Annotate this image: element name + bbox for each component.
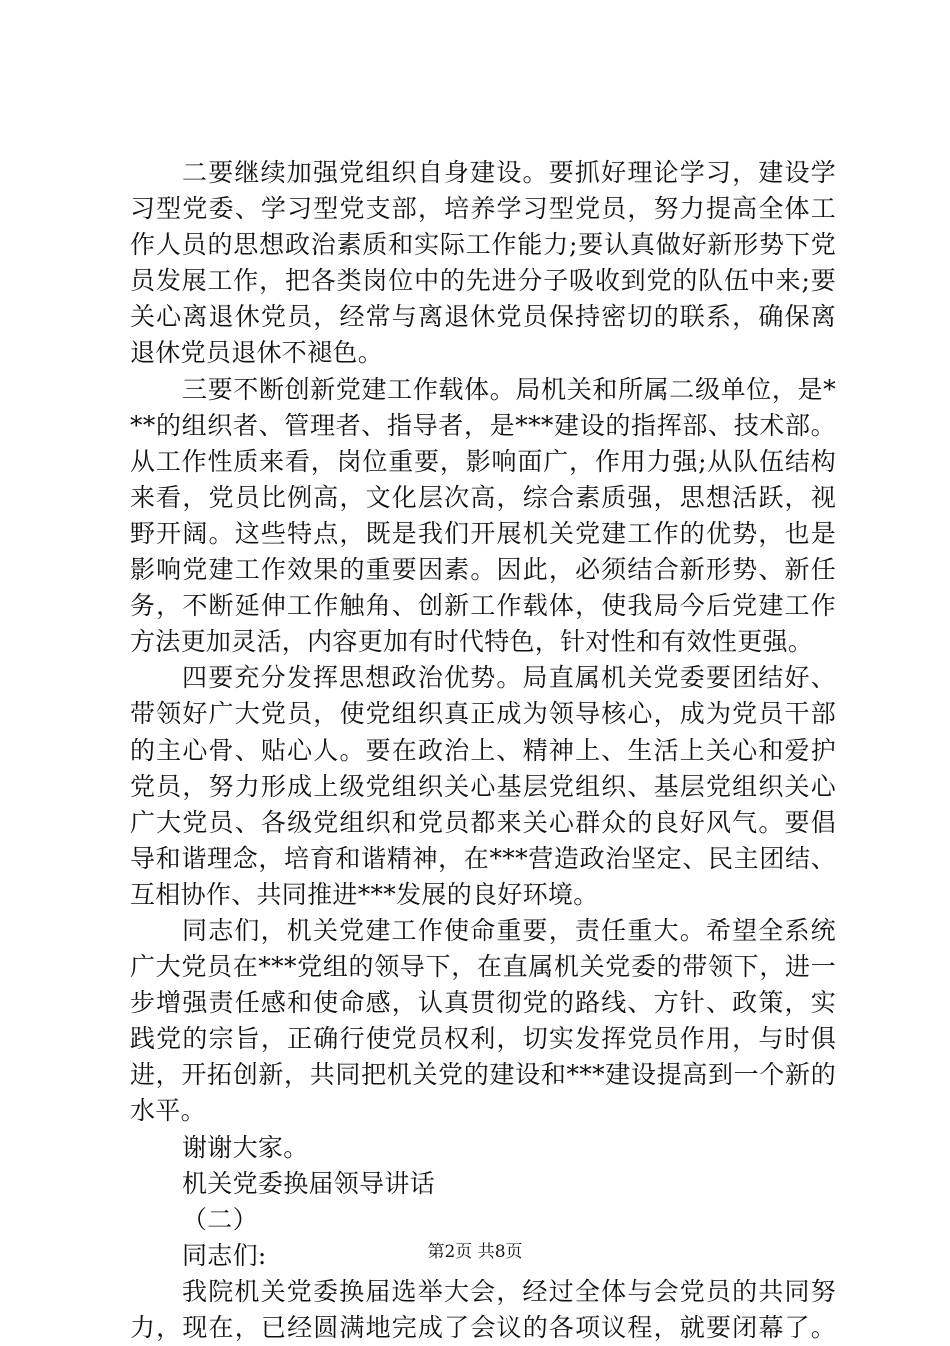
section-number: （二） xyxy=(182,1204,258,1234)
text-line: 同志们，机关党建工作使命重要，责任重大。希望全系统 xyxy=(182,915,836,945)
text-line: 力，现在，已经圆满地完成了会议的各项议程，就要闭幕了。 xyxy=(130,1313,836,1342)
text-line: 我院机关党委换届选举大会，经过全体与会党员的共同努 xyxy=(182,1276,836,1306)
text-line: 方法更加灵活，内容更加有时代特色，针对性和有效性更强。 xyxy=(130,627,814,657)
text-line: 广大党员、各级党组织和党员都来关心群众的良好风气。要倡 xyxy=(130,807,836,837)
text-line: 务，不断延伸工作触角、创新工作载体，使我局今后党建工作 xyxy=(130,591,836,621)
text-line: 关心离退休党员，经常与离退休党员保持密切的联系，确保离 xyxy=(130,302,836,332)
text-line: 步增强责任感和使命感，认真贯彻党的路线、方针、政策，实 xyxy=(130,988,836,1018)
text-line: 习型党委、学习型党支部，培养学习型党员，努力提高全体工 xyxy=(130,194,836,224)
text-line: 二要继续加强党组织自身建设。要抓好理论学习，建设学 xyxy=(182,158,836,187)
text-line: 互相协作、共同推进***发展的良好环境。 xyxy=(130,879,599,909)
text-line: 来看，党员比例高，文化层次高，综合素质强，思想活跃，视 xyxy=(130,482,836,512)
text-line: **的组织者、管理者、指导者，是***建设的指挥部、技术部。 xyxy=(130,410,836,440)
page-number: 第2页 共8页 xyxy=(427,1242,523,1262)
text-line: 三要不断创新党建工作载体。局机关和所属二级单位，是* xyxy=(182,374,836,404)
text-line: 谢谢大家。 xyxy=(182,1132,309,1162)
section-heading: 机关党委换届领导讲话 xyxy=(182,1168,436,1198)
text-line: 野开阔。这些特点，既是我们开展机关党建工作的优势，也是 xyxy=(130,518,836,548)
text-line: 践党的宗旨，正确行使党员权利，切实发挥党员作用，与时俱 xyxy=(130,1024,836,1054)
text-line: 带领好广大党员，使党组织真正成为领导核心，成为党员干部 xyxy=(130,699,836,729)
text-line: 广大党员在***党组的领导下，在直属机关党委的带领下，进一 xyxy=(130,952,836,982)
text-line: 员发展工作，把各类岗位中的先进分子吸收到党的队伍中来;要 xyxy=(130,266,836,296)
text-line: 导和谐理念，培育和谐精神，在***营造政治坚定、民主团结、 xyxy=(130,843,836,873)
text-line: 的主心骨、贴心人。要在政治上、精神上、生活上关心和爱护 xyxy=(130,735,836,765)
text-line: 党员，努力形成上级党组织关心基层党组织、基层党组织关心 xyxy=(130,771,836,801)
text-line: 退休党员退休不褪色。 xyxy=(130,338,384,368)
text-line: 水平。 xyxy=(130,1096,206,1126)
body-text xyxy=(130,155,836,1346)
text-line: 作人员的思想政治素质和实际工作能力;要认真做好新形势下党 xyxy=(130,230,836,260)
text-line: 进，开拓创新，共同把机关党的建设和***建设提高到一个新的 xyxy=(130,1060,836,1090)
text-line: 影响党建工作效果的重要因素。因此，必须结合新形势、新任 xyxy=(130,555,836,585)
text-line: 从工作性质来看，岗位重要，影响面广，作用力强;从队伍结构 xyxy=(130,446,836,476)
salutation: 同志们: xyxy=(182,1240,267,1270)
text-line: 四要充分发挥思想政治优势。局直属机关党委要团结好、 xyxy=(182,663,836,693)
